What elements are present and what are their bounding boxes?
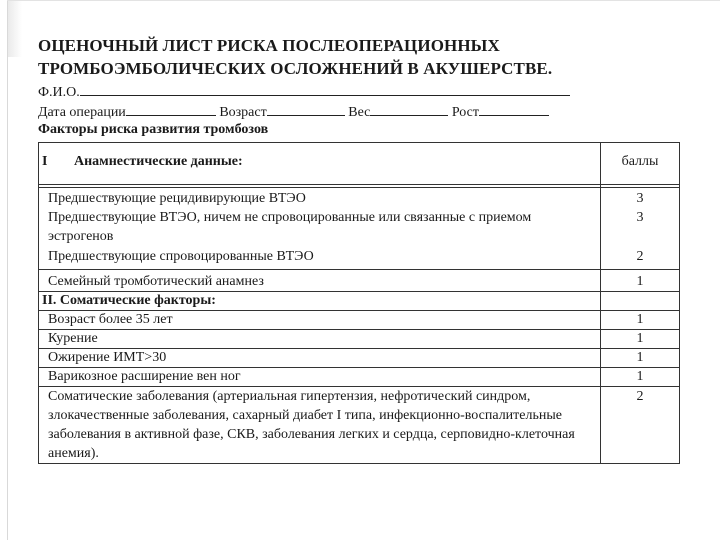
table-row-score: 1 [636,350,644,365]
document-title: ОЦЕНОЧНЫЙ ЛИСТ РИСКА ПОСЛЕОПЕРАЦИОННЫХ ТРОМБОЭМБОЛИЧЕСКИХ ОСЛОЖНЕНИЙ В АКУШЕРСТВЕ. [38,36,553,78]
table-row-label: Семейный тромботический анамнез [48,274,264,289]
age-label: Возраст [219,105,267,120]
section2-title: II. Соматические факторы: [42,293,216,308]
height-label: Рост [451,105,479,120]
date-label: Дата операции [38,105,126,120]
table-border-bottom [38,463,680,464]
table-header-divider [38,184,680,185]
table-row-label: Предшествующие спровоцированные ВТЭО [48,249,314,264]
score-header: баллы [621,154,659,169]
fio-field[interactable] [80,82,570,96]
weight-field[interactable] [370,102,448,116]
table-row-label: Курение [48,331,98,346]
patient-info-line [38,102,549,121]
table-row-score: 1 [636,312,644,327]
table-header-divider-double [38,187,680,188]
height-field[interactable] [479,102,549,116]
table-row-divider [38,269,680,270]
table-border-top [38,142,680,143]
table-row-label: Возраст более 35 лет [48,312,173,327]
table-row-label: Предшествующие ВТЭО, ничем не спровоцированные или связанные с приемом эстрогенов [48,210,532,244]
table-border-left [38,142,39,464]
section1-title: Анамнестические данные: [74,154,243,169]
table-row-score: 1 [636,274,644,289]
fio-line [38,82,570,101]
table-row-score: 3 [636,191,644,206]
table-row-label: Соматические заболевания (артериальная гипертензия, нефротический синдром, злокачественные заболевания, сахарный диабет I типа, инфекционно-воспалительные заболевания в активной фазе, СКВ, заболевания легких и сердца, серповидно-клеточная анемия). [48,389,575,461]
risk-factors-heading: Факторы риска развития тромбозов [38,122,269,137]
table-row-label: Предшествующие рецидивирующие ВТЭО [48,191,306,206]
table-row-score: 2 [636,249,644,264]
table-row-score: 2 [636,389,644,404]
section1-number: I [42,154,48,169]
table-row-score: 3 [636,210,644,225]
table-row-score: 1 [636,369,644,384]
date-field[interactable] [126,102,216,116]
risk-score-table [38,142,680,464]
table-row-label: Ожирение ИМТ>30 [48,350,167,365]
age-field[interactable] [267,102,345,116]
table-row-score: 1 [636,331,644,346]
slide-frame-top [7,0,720,1]
slide-frame-left [7,0,8,540]
weight-label: Вес [348,105,371,120]
fio-label: Ф.И.О. [38,85,80,100]
table-row-label: Варикозное расширение вен ног [48,369,241,384]
slide-corner-decoration [8,1,22,57]
